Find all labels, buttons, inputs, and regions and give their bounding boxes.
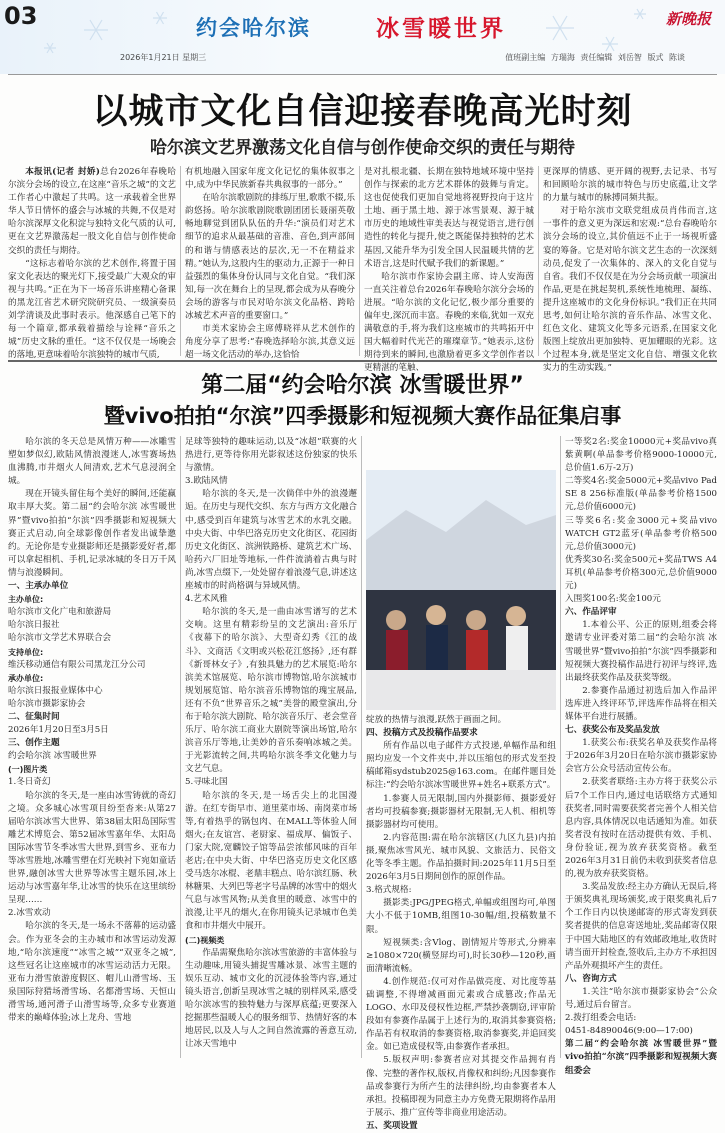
article1-headline: 以城市文化自信迎接春晚高光时刻 — [92, 92, 633, 132]
article2-column-1 — [8, 436, 176, 1058]
article1-paragraph: 在哈尔滨歌剧院的排练厅里,歌歌不辍,乐韵悠扬。哈尔滨歌剧院歌剧团团长聂丽英敬畅地聊觉到团队队伍的升华:“演员们对艺术细节的追求从最基础的音准、音色,到声部间的和谐与情感表达的层次,无一不在精益求精。”她认为,这股内生的驱动力,正源于一种日益强烈的集体身份认同与文化自觉。“我们深知,每一次在舞台上的呈现,都会成为从春晚分会场的游客与市民对哈尔滨文化品格、跨哈冰城艺术声音的重要窗口。” — [185, 193, 355, 322]
article2-paragraph: 2.参赛作品通过初选后加入作品评选库进入终评环节,评选库作品将在相关媒体平台进行展播。 — [565, 685, 717, 722]
photo-illustration — [366, 470, 556, 710]
section-heading: 八、咨询方式 — [565, 973, 617, 984]
article2-paragraph: 哈尔滨的冬天,是一座由冰雪铸就的奇幻之境。众多城心冰雪项目纷至沓来:从第27届哈尔滨冰雪大世界、第38届太阳岛国际雪雕艺术博览会、第52届冰雪嘉年华、太阳岛国际冰雪节冬季冰雪大世界,到雪乡、亚布力等冰雪胜地,冰雕雪塑在灯光映衬下宛如童话世界,融创冰雪大世界等冰雪主题乐园,冰上运动与冰雪嘉年华,让冰雪的快乐在这里缤纷呈现…… — [8, 790, 176, 906]
column-divider — [361, 436, 362, 1058]
article2-column-3 — [366, 714, 556, 1131]
article2-paragraph: 哈尔滨的冬天,是一场永不落幕的运动盛会。作为亚冬会的主办城市和冰雪运动发源地,“哈尔滨速度”“冰雪之城”“双亚冬之城”,这些冠名让这座城市的冰雪运动活力无限。亚布力滑雪旅游度假区、帽儿山滑雪场、玉泉国际狩猎场滑雪场、名都滑雪场、天恒山滑雪场,通河滑子山滑雪场等,众多专业赛道带来的巅峰体验;冰上龙舟、雪地 — [8, 921, 176, 1024]
article2-paragraph: 维沃移动通信有限公司黑龙江分公司 — [8, 659, 146, 670]
article2-paragraph: 三等奖6名:奖金3000元+奖品vivo WATCH GT2蓝牙(单品参考价格500元,总价值3000元) — [565, 515, 717, 552]
article2-paragraph: 哈尔滨日报报业媒体中心 — [8, 685, 103, 696]
article2-paragraph: 1.获奖公布:获奖名单及获奖作品将于2026年3月20日在哈尔滨市摄影家协会官方公众号活动宣传公布。 — [565, 738, 717, 775]
article2-paragraph: 哈尔滨的冬天,是一次倘佯中外的浪漫邂逅。在历史与现代交织、东方与西方文化融合中,感受到百年建筑与冰雪艺术的水乳交融。中央大街、中华巴洛克历史文化街区、花园街历史文化街区、滨洲铁路桥、建筑艺术广场、哈药六厂旧址等地标,一件件流淌着古典与时尚,冰雪点缀下,一处处留存着浪漫气息,讲述这座城市的时尚格调与异域风情。 — [185, 489, 357, 592]
article2-paragraph: 0451-84890046(9:00—17:00) — [565, 1026, 693, 1037]
subsection-label: 承办单位: — [8, 673, 44, 683]
article2-paragraph: 现在开镜头留住每个美好的瞬间,还能赢取丰厚大奖。第二届“约会哈尔滨 冰雪暖世界”暨vivo拍拍“尔滨”四季摄影和短视频大赛正式启动,向全球影像创作者发出诚挚邀约。无论你是专业摄影师还是摄影爱好者,都可以拿起相机、手机,记录冰城的冬日万千风情与浪漫瞬间。 — [8, 489, 176, 578]
byline: 本报讯(记者 封娇) — [25, 167, 100, 177]
article2-paragraph: 所有作品以电子邮件方式投递,单幅作品和组照均应发一个文件夹中,并以压缩包的形式发至投稿邮箱sydstub2025@163.com。在邮件题目处标注:“约会哈尔滨冰雪暖世界+姓名+联系方式”。 — [366, 741, 556, 791]
column-divider — [180, 166, 181, 356]
article2-paragraph: 哈尔滨市文学艺术界联合会 — [8, 633, 112, 644]
article2-paragraph: 3.奖品发放:经主办方确认无误后,将于颁奖典礼现场颁奖,或于限奖典礼后7个工作日内以快递邮寄的形式寄发到获奖者提供的信息寄送地址,奖品邮寄仅限于中国大陆地区的有效邮政地址,收货时请当面开封检查,签收后,主办方不承担因产品外观损坏产生的责任。 — [565, 882, 717, 971]
article1-subheadline: 哈尔滨文艺界激荡文化自信与创作使命交织的责任与期待 — [150, 138, 575, 158]
article2-paragraph: 绽放的热情与浪漫,跃然于画面之间。 — [366, 715, 507, 725]
event-photo — [366, 470, 556, 710]
article1-column-1 — [8, 166, 177, 361]
section-heading: 一、主承办单位 — [8, 581, 69, 592]
article2-paragraph: 1.关注“哈尔滨市摄影家协会”公众号,通过后台留言。 — [565, 986, 717, 1011]
newspaper-logo: 新晚报 — [665, 10, 711, 28]
article2-paragraph: 2.拨打组委会电话: — [565, 1013, 637, 1024]
article2-paragraph: 足球等独特的趣味运动,以及“冰超”联赛的火热进行,更等待你用光影叙述这份独家的快乐与激情。 — [185, 437, 357, 474]
slogan-part2: 冰雪暖世界 — [376, 16, 506, 42]
article2-paragraph: 优秀奖30名:奖金500元+奖品TWS A4耳机(单品参考价格300元,总价值9000元) — [565, 554, 717, 592]
subsection-label: (二)视频类 — [185, 935, 225, 945]
article2-paragraph: 1.冬日奇幻 — [8, 777, 51, 788]
date-line: 2026年1月21日 星期三 — [120, 53, 207, 62]
article1-column-2 — [185, 166, 355, 361]
subsection-label: 主办单位: — [8, 595, 44, 605]
article2-column-2 — [185, 436, 357, 1058]
article2-column-4 — [565, 436, 717, 1076]
section-heading: 六、作品评审 — [565, 607, 617, 618]
column-divider — [538, 166, 539, 356]
section-heading: 五、奖项设置 — [366, 1120, 418, 1131]
column-divider — [180, 436, 181, 1058]
article1-paragraph: 本报讯(记者 封娇)总台2026年春晚哈尔滨分会场的设立,在这座“音乐之城”的文艺工作者心中激起了共鸣。这一承载着全世界华人节日情怀的盛会与冰城的共舞,不仅是对哈尔滨深厚文化积淀与独特文化气质的认可,更在文艺界激荡起一股文化自信与创作使命交织的责任与期待。 — [8, 167, 177, 256]
article1-column-4 — [543, 166, 717, 374]
article2-title-line2: 暨vivo拍拍“尔滨”四季摄影和短视频大赛作品征集启事 — [103, 404, 622, 428]
page-banner — [0, 0, 725, 74]
subsection-label: (一)图片类 — [8, 765, 48, 775]
article2-paragraph: 2026年1月20日至3月5日 — [8, 725, 109, 736]
section-heading: 三、创作主题 — [8, 738, 60, 749]
subsection-label: 支持单位: — [8, 647, 44, 657]
article2-paragraph: 作品需聚焦哈尔滨冰雪旅游的丰富体验与生动趣味,用镜头捕捉雪雕冰景、冰雪主题的娱乐互动、城市文化的沉浸体验等内容,通过镜头语言,创新呈现冰雪之城的别样风采,感受哈尔滨冰雪的独特魅力与深厚底蕴;更要深入挖掘那些温暖人心的服务细节、热情好客的本地居民,以及人与人之间自然流露的善意互动,让冰天雪地中 — [185, 947, 357, 1050]
article2-paragraph: 3.格式规格: — [366, 885, 412, 896]
column-divider — [359, 166, 360, 356]
article2-title-line1: 第二届“约会哈尔滨 冰雪暖世界” — [201, 373, 524, 398]
article1-paragraph: 对于哈尔滨市文联党组成员肖伟而言,这一事件的意义更为深远和宏观:“总台春晚哈尔滨分会场的设立,其价值远不止于一场视听盛宴的筹备。它是对哈尔滨文艺生态的一次深刻动员,促发了一次集体的、深入的文化自觉与自省。我们不仅仅是在为分会场贡献一项演出作品,更是在挑起契机,系统性地梳理、凝练、提升这座城市的文化身份标识。”我们正在共同思考,如何让哈尔滨的音乐作品、冰雪文化、红色文化、建筑文化等多元语系,在国家文化版图上绽放出更加独特、更加耀眼的光彩。这个过程本身,就是坚定文化自信、增强文化软实力的生动实践。” — [543, 206, 717, 374]
article2-paragraph: 哈尔滨的冬天,是一场舌尖上的北国漫游。在红专街早市、道里菜市场、南岗菜市场等,有着热乎的锅包肉、在MALL等体验人间烟火;在友谊宫、老厨家、福成厚、偏饭子、门家大院,宽麟饺子馆等品尝浓郁风味的百年老店;在中央大街、中华巴洛克历史文化区感受马迭尔冰棍、老鼎丰糕点、哈尔滨红肠、秋林糖果、大列巴等老字号品牌的冰雪中的烟火气息与冰雪风物;从美食里的暖意、冰雪中的浪漫,让平凡的烟火,在你用镜头记录城市色美食和市井烟火中展开。 — [185, 790, 357, 932]
article2-paragraph: 短视频类:含Vlog、剧情短片等形式,分辨率≥1080×720(横竖屏均可),时长30秒—120秒,画面清晰流畅。 — [366, 937, 556, 974]
article2-paragraph: 哈尔滨的冬天,是一曲由冰雪谱写的艺术交响。这里有精彩纷呈的文艺演出:音乐厅《夜幕下的哈尔滨》、大型奇幻秀《江的战斗》、文商活《文明或兴松花江悠扬》,还有群《新哥林女子》,有独具魅力的艺术展览:哈尔滨美术馆展览、哈尔滨市博物馆,哈尔滨城市规划展览馆、哈尔滨音乐博物馆的瑰宝展品,还有不负“世界音乐之城”美誉的殿堂演出,分布于哈尔滨大剧院、哈尔滨音乐厅、老会堂音乐厅、哈尔滨工商业大剧院等演出场馆,哈尔滨音乐厅等地,让美妙的音乐奏响冰城之美。于光影流转之间,共鸣哈尔滨冬季文化魅力与文艺气息。 — [185, 607, 357, 775]
article1-paragraph: “这标志着哈尔滨的艺术创作,将置于国家文化表达的聚光灯下,接受最广大观众的审视与共鸣。”正在为下一场音乐讲座精心备课的黑龙江省艺术研究院研究员、一级演奏员刘学清谈及此事时表示。他深感自己笔下的每一个篇章,都承载着描绘与诠释“音乐之城”历史文脉的重任。“这不仅仅是一场晚会的落地,更意味着哈尔滨独特的城市气质, — [8, 258, 176, 361]
column-divider — [560, 436, 561, 1058]
article2-paragraph: 摄影类:JPG/JPEG格式,单幅或组图均可,单图大小不低于10MB,组图10-30幅/组,投稿数量不限。 — [366, 898, 556, 935]
article2-paragraph: 4.创作规范:仅可对作品做亮度、对比度等基础调整,不得增减画面元素或合成篡改;作品无LOGO、水印及侵权性边框,严禁抄袭剽窃,评审阶段如有参赛作品属于上述行为的,取消其参赛资格;作品若有权取消的参赛资格,取消参赛奖,并追回奖金。如已造成侵权等,由参赛作者承担。 — [366, 976, 556, 1053]
article2-paragraph: 哈尔滨日报社 — [8, 620, 60, 631]
article2-paragraph: 哈尔滨市文化广电和旅游局 — [8, 607, 112, 618]
article2-paragraph: 5.版权声明:参赛者应对其提交作品拥有肖像、完整的著作权,版权,肖像权和纠纷;凡因参赛作品或参赛行为所产生的法律纠纷,均由参赛者本人承担。投稿即视为同意主办方免费无限期将作品用于展示、推广宣传等非商业用途活动。 — [366, 1055, 556, 1118]
article2-paragraph: 1.参赛人员无限制,国内外摄影师、摄影爱好者均可投稿参赛;摄影器材无限制,无人机、相机等摄影器材均可使用。 — [366, 793, 556, 830]
editors-line: 值班副主编 方瑞海 责任编辑 刘岳智 版式 陈谈 — [505, 53, 685, 62]
section-heading: 四、投稿方式及投稿作品要求 — [366, 728, 478, 739]
article1-column-3 — [364, 166, 534, 374]
article2-paragraph: 二等奖4名:奖金5000元+奖品vivo Pad SE 8 256标准版(单品参考价格1500元,总价值6000元) — [565, 476, 717, 513]
article1-paragraph: 是对扎根北疆、长期在独特地域环境中坚持创作与探索的北方艺术群体的鼓舞与肯定。这也促使我们更加自觉地将视野投向于这片土地、画于黑土地、源于冰雪景观、源于城市历史的地域性审美表达与视觉语言,进行创造性的转化与提升,使之既能保持独特的艺术基因,又能升华为引发全国人民温暖共情的艺术语言,这是时代赋予我们的新课题。” — [364, 167, 534, 269]
article2-paragraph: 约会哈尔滨 冰雪暖世界 — [8, 751, 97, 762]
section-rule — [8, 360, 717, 362]
article2-paragraph: 哈尔滨市摄影家协会 — [8, 698, 86, 709]
article1-paragraph: 哈尔滨市作家协会副主席、诗人安海茵一直关注着总台2026年春晚哈尔滨分会场的进展。“哈尔滨的文化记忆,极少部分重要的偏年史,深沉而丰富。春晚的来临,犹如一双充满敬意的手,将为我们这座城市的共鸣拓开中国大幅着时代光芒的璀璨章节。”她表示,这份期待到来的瞬间,也激励着更多文学创作者以更精湛的笔触、 — [364, 271, 534, 374]
article2-paragraph: 2.冰雪欢动 — [8, 908, 51, 919]
page-number: 03 — [4, 2, 38, 30]
article2-paragraph: 1.本着公平、公正的原则,组委会将邀请专业评委对第二届“约会哈尔滨 冰雪暖世界”暨vivo拍拍“尔滨”四季摄影和短视频大赛投稿作品进行初评与终评,选出最终获奖作品及获奖等级。 — [565, 620, 717, 683]
section-heading: 二、征集时间 — [8, 711, 60, 722]
article2-paragraph: 哈尔滨的冬天总是风情万种——冰雕雪塑如梦似幻,欧陆风情浪漫迷人,冰雪赛场热血沸腾,市井烟火人间清欢,艺术气息浸润全城。 — [8, 437, 176, 487]
slogan-part1: 约会哈尔滨 — [196, 16, 311, 40]
article2-paragraph: 4.艺术风雅 — [185, 594, 228, 605]
article2-paragraph: 一等奖2名:奖金10000元+奖品vivo真紫黄啊(单品参考价格9000-10000元,总价值1.6万-2万) — [565, 437, 717, 474]
article2-paragraph: 入围奖100名:奖金100元 — [565, 594, 661, 605]
header-rule — [8, 74, 717, 75]
section-heading: 七、获奖公布及奖品发放 — [565, 725, 660, 736]
article2-paragraph: 3.欧陆风情 — [185, 476, 228, 487]
article2-paragraph: 2.内容范围:需在哈尔滨辖区(九区九县)内拍摄,聚焦冰雪风光、城市风貌、文旅活力、民俗文化等冬季主题。作品拍摄时间:2025年11月5日至2026年3月5日期间创作的原创作品。 — [366, 832, 556, 883]
article1-paragraph: 更深厚的情感、更开阔的视野,去记录、书写和回顾哈尔滨的城市特色与历史底蕴,让文学的力量与城市的脉搏同频共振。 — [543, 167, 717, 204]
article1-paragraph: 市美术家协会主席傅晓祥从艺术创作的角度分享了思考:“春晚选择哈尔滨,其意义远超一场文化活动的举办,这恰恰 — [185, 324, 355, 361]
article1-paragraph: 有机地融入国家年度文化记忆的集体叙事之中,成为中华民族新春共典叙事的一部分。” — [185, 167, 355, 191]
article2-paragraph: 2.获奖者联络:主办方将于获奖公示后7个工作日内,通过电话联络方式通知获奖者,同时需要获奖者完善个人相关信息内容,具体情况以电话通知为准。如获奖者没有按时在活动提供有效、手机、身份验证,视为放弃获奖资格。截至2026年3月31日前仍未收到获奖者信息的,视为放弃获奖资格。 — [565, 777, 717, 880]
article2-paragraph: 第二届“约会哈尔滨 冰雪暖世界”暨vivo拍拍“尔滨”四季摄影和短视频大赛组委会 — [565, 1039, 717, 1076]
article2-paragraph: 5.寻味北国 — [185, 777, 228, 788]
